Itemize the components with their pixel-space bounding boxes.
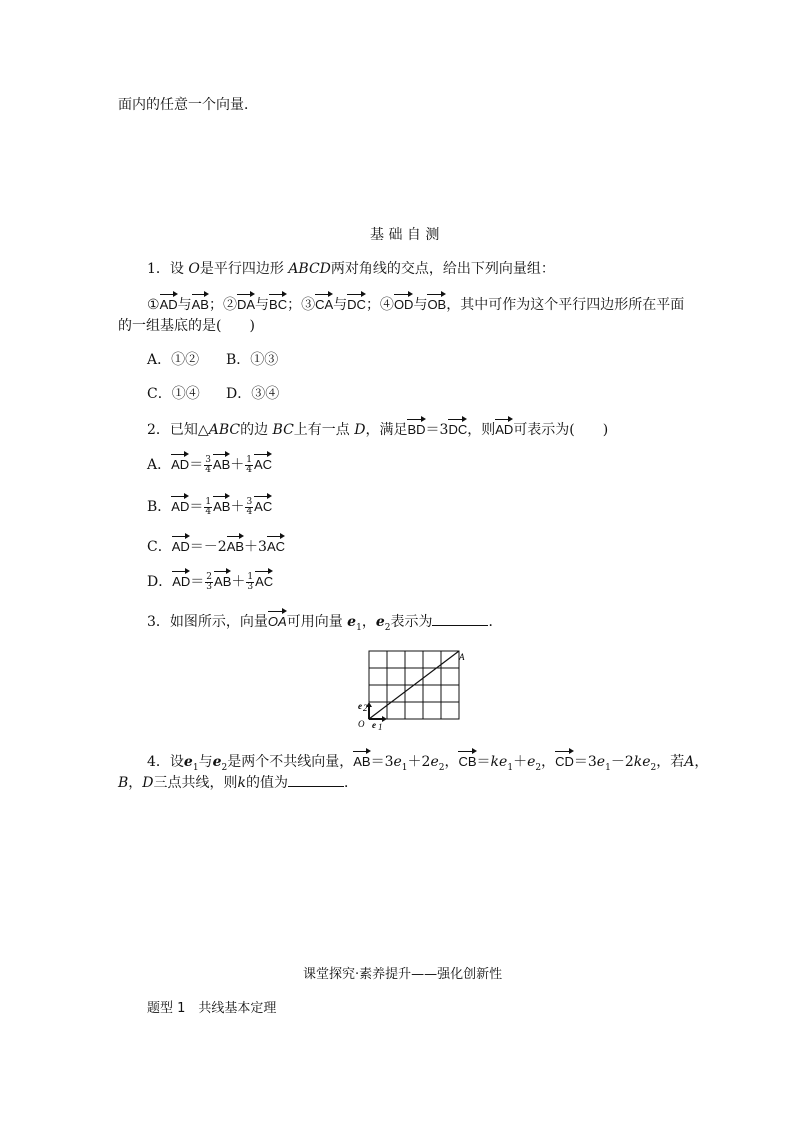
q2-option-d: [147, 570, 273, 592]
choice-mark: ；②: [208, 297, 237, 313]
q1-text: 设: [169, 261, 184, 277]
question-2-stem: [147, 418, 608, 440]
question-4-line-2: [118, 772, 358, 793]
subscript: 1: [192, 762, 199, 773]
q4-text: ，若: [656, 754, 685, 770]
q2-option-a: [147, 453, 272, 475]
q1-tail: ，其中可作为这个平行四边形所在平面: [446, 297, 685, 313]
e: e: [499, 754, 508, 770]
q4-text: ＝3: [573, 754, 597, 770]
q2-text: ＝3: [425, 422, 449, 438]
q2-text: 上有一点: [293, 422, 350, 438]
q4-number: 4．: [147, 754, 170, 770]
q1-option-d: D．③④: [226, 386, 280, 402]
q4-text: 的值为: [246, 775, 289, 791]
vector-ca: CA: [315, 293, 333, 315]
intro-fragment: 面内的任意一个向量．: [118, 97, 258, 113]
subscript: 2: [221, 762, 228, 773]
q2-text: ，则: [467, 422, 496, 438]
vector-ad: AD: [171, 453, 189, 475]
option-label: C．: [147, 539, 172, 555]
vector-cd: CD: [555, 750, 574, 772]
vector-oa: OA: [268, 610, 287, 632]
denominator: 4: [205, 464, 211, 475]
option-label: A．: [147, 457, 172, 473]
comma: ，: [361, 614, 376, 630]
comma: ，: [541, 754, 556, 770]
section-title: 基 础 自 测: [370, 227, 440, 243]
option-label: D．: [147, 574, 173, 590]
q4-text: ＝: [476, 754, 491, 770]
numerator: 1: [247, 571, 254, 582]
fraction: [245, 456, 253, 475]
vector-e1: e: [347, 614, 357, 630]
fraction: [204, 498, 212, 517]
vector-bc: BC: [269, 293, 287, 315]
q4-text: ＋: [513, 754, 528, 770]
with-text: 与: [333, 297, 348, 313]
vector-ab: AB: [192, 293, 209, 315]
q1-option-a: A．①②: [147, 352, 200, 368]
vector-ab: AB: [213, 453, 230, 475]
q1-point-o: O: [188, 261, 200, 277]
numerator: 3: [246, 496, 253, 507]
period: ．: [488, 614, 503, 630]
denominator: 4: [246, 464, 252, 475]
subscript: 1: [507, 762, 514, 773]
e: e: [642, 754, 651, 770]
choice-mark: ；④: [365, 297, 394, 313]
q1-option-c: C．①④: [147, 386, 200, 402]
numerator: 1: [246, 454, 252, 465]
vector-ab: AB: [213, 495, 230, 517]
with-text: 与: [177, 297, 192, 313]
numerator: 2: [206, 571, 213, 582]
plus: ＋: [231, 574, 246, 590]
coefficient: ＝－2: [189, 539, 227, 555]
question-1-line-1: [147, 259, 555, 279]
numerator: 3: [205, 454, 211, 465]
q4-text: ＋2: [407, 754, 431, 770]
vector-e2: e: [375, 614, 385, 630]
e: e: [430, 754, 439, 770]
e2-label: e: [358, 701, 362, 711]
q4-text: 是两个不共线向量，: [227, 754, 354, 770]
comma: ，: [128, 775, 143, 791]
q1-option-b: B．①③: [226, 352, 279, 368]
fraction: [204, 456, 212, 475]
q3-text: 表示为: [390, 614, 433, 630]
e2-subscript: 2: [363, 703, 368, 713]
option-label: B．: [147, 499, 172, 515]
q2-text: ，满足: [365, 422, 408, 438]
point-b: B: [118, 775, 129, 791]
vector-od: OD: [394, 293, 414, 315]
subscript: 1: [605, 762, 611, 773]
vector-ac: AC: [254, 453, 272, 475]
period: ．: [344, 775, 359, 791]
point-o-label: O: [358, 719, 365, 729]
denominator: 3: [247, 581, 254, 592]
vector-ad: AD: [172, 535, 190, 557]
k: k: [237, 775, 247, 791]
type-heading: 题型 1 共线基本定理: [147, 1001, 277, 1016]
vector-ad: AD: [160, 293, 178, 315]
subscript: 2: [650, 762, 657, 773]
e1-arrowhead: [382, 716, 387, 722]
comma: ，: [444, 754, 459, 770]
vector-ad: AD: [171, 495, 189, 517]
with-text: 与: [413, 297, 428, 313]
point-a: A: [684, 754, 695, 770]
q4-text: 设: [169, 754, 184, 770]
vector-bd: BD: [407, 418, 425, 440]
vector-ad: AD: [172, 570, 190, 592]
vector-e1: e: [183, 754, 193, 770]
vector-ac: AC: [255, 570, 273, 592]
vector-ac: AC: [267, 535, 285, 557]
fraction: [205, 573, 213, 592]
vector-ab: AB: [227, 535, 244, 557]
comma: ，: [694, 754, 709, 770]
q4-text: ＝3: [370, 754, 394, 770]
question-1-line-3: 的一组基底的是( ): [118, 318, 255, 334]
coefficient: ＋3: [244, 539, 267, 555]
vector-ob: OB: [427, 293, 446, 315]
q1-text: 两对角线的交点，给出下列向量组：: [330, 261, 555, 277]
denominator: 4: [205, 506, 212, 517]
with-text: 与: [255, 297, 270, 313]
subscript: 2: [384, 622, 391, 633]
vector-dc: DC: [347, 293, 366, 315]
q2-text: 的边: [240, 422, 269, 438]
subscript: 1: [356, 622, 362, 633]
vector-da: DA: [237, 293, 255, 315]
q3-text: 如图所示，向量: [169, 614, 268, 630]
choice-mark: ①: [147, 297, 160, 313]
point-d: D: [142, 775, 154, 791]
e: e: [527, 754, 536, 770]
k: k: [490, 754, 500, 770]
e1-subscript: 1: [378, 722, 383, 731]
equals: ＝: [190, 574, 205, 590]
q1-text: 是平行四边形: [199, 261, 284, 277]
answer-blank[interactable]: [288, 772, 344, 787]
k: k: [633, 754, 643, 770]
numerator: 1: [205, 496, 212, 507]
q2-option-c: [147, 535, 285, 557]
denominator: 4: [246, 506, 253, 517]
e1-label: e: [372, 720, 376, 730]
q2-side: BC: [272, 422, 294, 438]
q2-option-b: [147, 495, 272, 517]
q4-text: 三点共线，则: [153, 775, 238, 791]
q1-number: 1．: [147, 261, 170, 277]
denominator: 3: [206, 581, 213, 592]
vector-ac: AC: [254, 495, 272, 517]
subscript: 1: [401, 762, 408, 773]
question-1-line-2: [147, 293, 684, 315]
choice-mark: ；③: [287, 297, 316, 313]
q3-text: 可用向量: [286, 614, 343, 630]
question-3-stem: [147, 610, 502, 638]
q2-triangle: ABC: [208, 422, 241, 438]
point-a-label: A: [459, 652, 465, 662]
q4-text: －2: [610, 754, 634, 770]
vector-cb: CB: [458, 750, 476, 772]
q4-text: 与: [198, 754, 213, 770]
plus: ＋: [230, 457, 245, 473]
subscript: 2: [535, 762, 542, 773]
vector-e2: e: [212, 754, 222, 770]
vector-ab: AB: [214, 570, 231, 592]
lesson-title: 课堂探究·素养提升——强化创新性: [303, 967, 503, 982]
e: e: [596, 754, 606, 770]
q1-parallelogram: ABCD: [288, 261, 331, 277]
vector-dc: DC: [448, 418, 467, 440]
q3-number: 3．: [147, 614, 170, 630]
q2-text: 已知△: [169, 422, 209, 438]
q3-grid-figure: [355, 645, 475, 731]
plus: ＋: [230, 499, 245, 515]
vector-ab: AB: [353, 750, 370, 772]
fraction: [245, 498, 253, 517]
q2-number: 2．: [147, 422, 170, 438]
q2-point: D: [354, 422, 366, 438]
q2-text: 可表示为( ): [513, 422, 609, 438]
equals: ＝: [189, 457, 204, 473]
answer-blank[interactable]: [432, 611, 488, 626]
vector-ad: AD: [495, 418, 513, 440]
e: e: [393, 754, 402, 770]
subscript: 2: [438, 762, 445, 773]
fraction: [246, 573, 254, 592]
equals: ＝: [189, 499, 204, 515]
